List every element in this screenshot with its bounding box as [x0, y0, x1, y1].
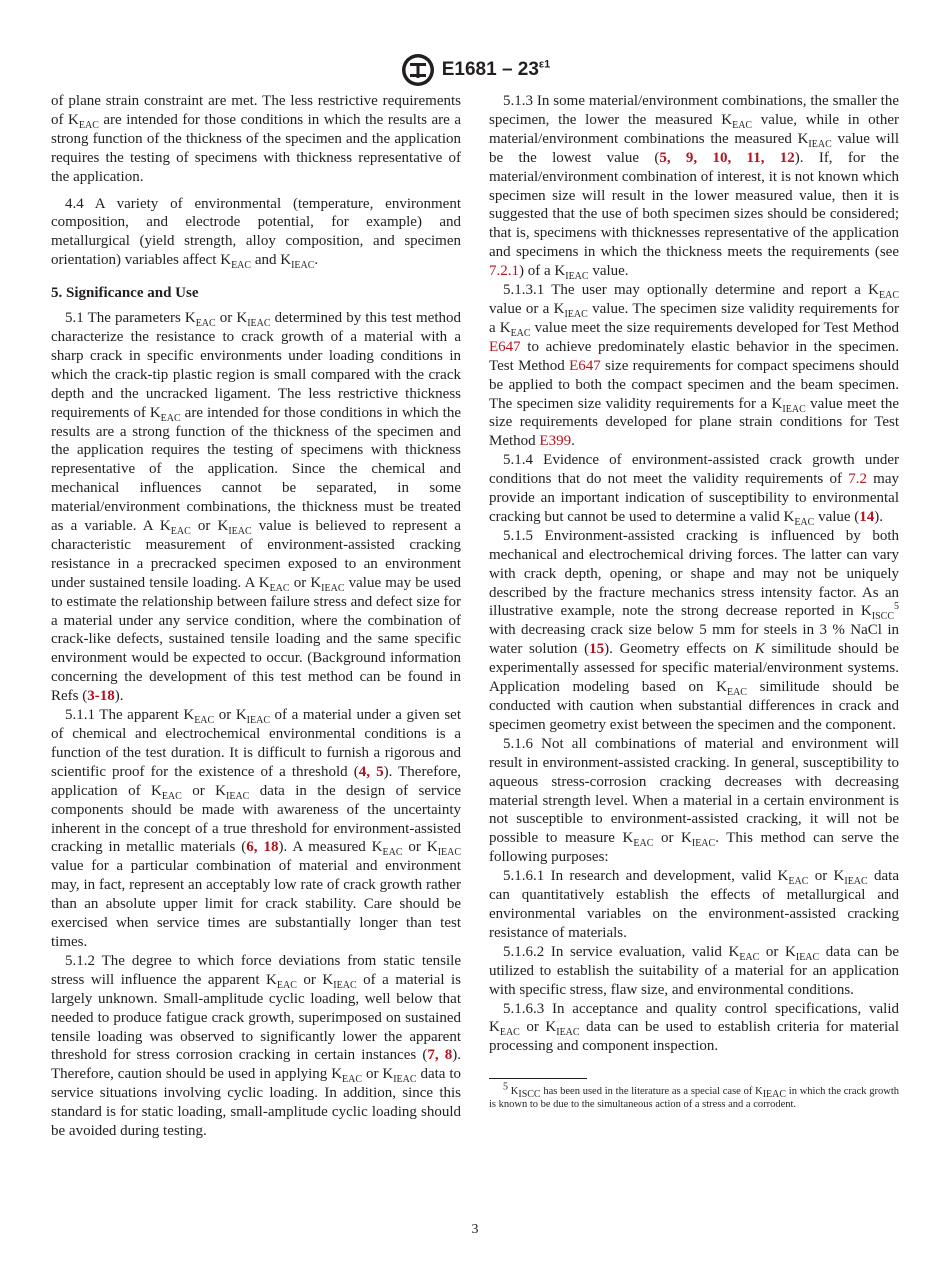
- footnote: $^5$ $K_{ISCC}$ has been used in the literature as a special case of $K_{IEAC}$ in which the crack growth is known to be due to the simultaneous action of a stress and a corrodent.: [489, 1081, 899, 1111]
- paragraph-5-1-3-1: 5.1.3.1 The user may optionally determine and report a $K_{EAC}$ value or a $K_{IEAC}$ value. The specimen size validity requirements for a $K_{EAC}$ value meet the size requirements developed for Test Method E647 to achieve predominately elastic behavior in the specimen. Test Method E647 size requirements for compact specimens should be applied to both the compact specimen and the beam specimen. The specimen size validity requirements for a $K_{IEAC}$ value meet the size requirements developed for plane strain conditions for Test Method E399.: [489, 282, 900, 450]
- paragraph-5-1-2: 5.1.2 The degree to which force deviations from static tensile stress will influence the apparent $K_{EAC}$ or $K_{IEAC}$ of a material is largely unknown. Small-amplitude cyclic loading, well below that needed to produce fatigue crack growth, superimposed on sustained tensile loading was observed to significantly lower the apparent threshold for stress corrosion cracking in certain instances (7, 8). Therefore, caution should be used in applying $K_{EAC}$ or $K_{IEAC}$ data to service situations involving cyclic loading. In addition, since this standard is for static loading, small-amplitude cyclic loading should be avoided during testing.: [51, 952, 462, 1140]
- paragraph-5-1-6-1: 5.1.6.1 In research and development, valid $K_{EAC}$ or $K_{IEAC}$ data can quantitatively establish the effects of metallurgical and environmental variables on the environment-assisted cracking resistance of materials.: [489, 868, 900, 941]
- reference-link[interactable]: 5, 9, 10, 11, 12: [659, 149, 795, 166]
- paragraph-5-1-6: 5.1.6 Not all combinations of material and environment will result in environment-assisted cracking. In general, susceptibility to aqueous stress-corrosion cracking decreases with decreasing material strength level. When a material in a certain environment is not susceptible to environment-assisted cracking, it will not be possible to measure $K_{EAC}$ or $K_{IEAC}$. This method can serve the following purposes:: [489, 735, 900, 866]
- paragraph-5-1-3: 5.1.3 In some material/environment combinations, the smaller the specimen, the lower the measured $K_{EAC}$ value, while in other material/environment combinations the measured $K_{IEAC}$ value will be the lowest value (5, 9, 10, 11, 12). If, for the material/environment combination of interest, it is not known which specimen size will result in the lower measured value, then it is suggested that the use of both specimen sizes should be considered; that is, specimens with thicknesses representative of the application and specimens in which the thickness meets the requirements (see 7.2.1) of a $K_{IEAC}$ value.: [489, 93, 900, 283]
- standard-link[interactable]: E647: [569, 357, 601, 374]
- paragraph-4-4: 4.4 A variety of environmental (temperature, environment composition, and electrode potential, for example) and metallurgical (yield strength, alloy composition, and specimen orientation) variables affect $K_{EAC}$ and $K_{IEAC}$.: [51, 195, 461, 272]
- paragraph-continuation: of plane strain constraint are met. The less restrictive requirements of $K_{EAC}$ are intended for those conditions in which the results are a strong function of the thickness of the specimen and the application requires the testing of specimens with thickness representative of the application.: [51, 93, 461, 185]
- reference-link[interactable]: 3-18: [87, 688, 115, 705]
- page-header: [0, 52, 950, 88]
- reference-link[interactable]: 15: [589, 641, 605, 658]
- page-number: 3: [471, 1222, 479, 1237]
- standard-link[interactable]: E647: [489, 338, 521, 355]
- section-link[interactable]: 7.2: [848, 471, 867, 488]
- astm-logo-icon: [400, 52, 436, 88]
- section-heading: 5. Significance and Use: [51, 285, 199, 302]
- footnote-marker[interactable]: 5: [894, 601, 899, 613]
- paragraph-5-1-5: 5.1.5 Environment-assisted cracking is influenced by both mechanical and electrochemical driving forces. The latter can vary with crack depth, opening, or shape and may not be uniquely described by the fracture mechanics stress intensity factor. As an illustrative example, note the strong decrease reported in $K_{ISCC}^5$ with decreasing crack size below 5 mm for steels in 3 % NaCl in water solution (15). Geometry effects on K similitude should be experimentally assessed for specific material/environment systems. Application modeling based on $K_{EAC}$ similitude should be conducted with caution when substantial differences in crack and specimen geometry exist between the specimen and the component.: [489, 527, 900, 733]
- standard-link[interactable]: E399: [539, 433, 572, 450]
- paragraph-5-1-1: 5.1.1 The apparent $K_{EAC}$ or $K_{IEAC}$ of a material under a given set of chemical and electrochemical environmental conditions is a function of the test duration. It is difficult to furnish a rigorous and scientific proof for the existence of a threshold (4, 5). Therefore, application of $K_{EAC}$ or $K_{IEAC}$ data in the design of service components should be made with awareness of the uncertainty inherent in the concept of a true threshold for environment-assisted cracking in metallic materials (6, 18). A measured $K_{EAC}$ or $K_{IEAC}$ value for a particular combination of material and environment may, in fact, represent an acceptably low rate of crack growth rather than an absolute upper limit for crack stability. Care should be exercised when service times are substantially longer than test times.: [51, 707, 462, 950]
- footnote-divider: [489, 1078, 587, 1079]
- reference-link[interactable]: 6, 18: [246, 839, 279, 856]
- document-id: $E1681 - 23^{\varepsilon 1}$: [441, 58, 551, 80]
- paragraph-5-1-6-3: 5.1.6.3 In acceptance and quality control specifications, valid $K_{EAC}$ or $K_{IEAC}$ data can be used to establish criteria for material processing and component inspection.: [489, 1000, 900, 1055]
- section-link[interactable]: 7.2.1: [489, 263, 519, 280]
- reference-link[interactable]: 4, 5: [358, 763, 384, 780]
- reference-link[interactable]: 7, 8: [427, 1047, 453, 1064]
- reference-link[interactable]: 14: [859, 508, 875, 525]
- paragraph-5-1-6-2: 5.1.6.2 In service evaluation, valid $K_{EAC}$ or $K_{IEAC}$ data can be utilized to establish the suitability of a material for an application with specific stress, flaw size, and environmental conditions.: [489, 943, 899, 998]
- paragraph-5-1-4: 5.1.4 Evidence of environment-assisted crack growth under conditions that do not meet the validity requirements of 7.2 may provide an important indication of susceptibility to environmental cracking but cannot be used to determine a valid $K_{EAC}$ value (14).: [489, 452, 899, 528]
- paragraph-5-1: 5.1 The parameters $K_{EAC}$ or $K_{IEAC}$ determined by this test method characterize the resistance to crack growth of a material with a sharp crack in specific environments under loading conditions in which the crack-tip plastic region is small compared with the crack depth and the uncracked ligament. The less restrictive thickness requirements of $K_{EAC}$ are intended for those conditions in which the results are a strong function of the thickness of the specimen and the application requires the testing of specimens with thickness representative of the application. Since the chemical and mechanical influences cannot be separated, in some material/environment combinations, the thickness must be treated as a variable. A $K_{EAC}$ or $K_{IEAC}$ value is believed to represent a characteristic measurement of environment-assisted cracking resistance in a precracked specimen exposed to an environment under sustained tensile loading. A $K_{EAC}$ or $K_{IEAC}$ value may be used to estimate the relationship between failure stress and defect size for a material under any service condition, where the combination of crack-like defects, sustained tensile loading and the same specific environment would be expected to occur. (Background information concerning the development of this test method can be found in Refs (3-18).: [51, 310, 462, 705]
- left-column: [51, 92, 461, 1141]
- right-column: [489, 92, 899, 1111]
